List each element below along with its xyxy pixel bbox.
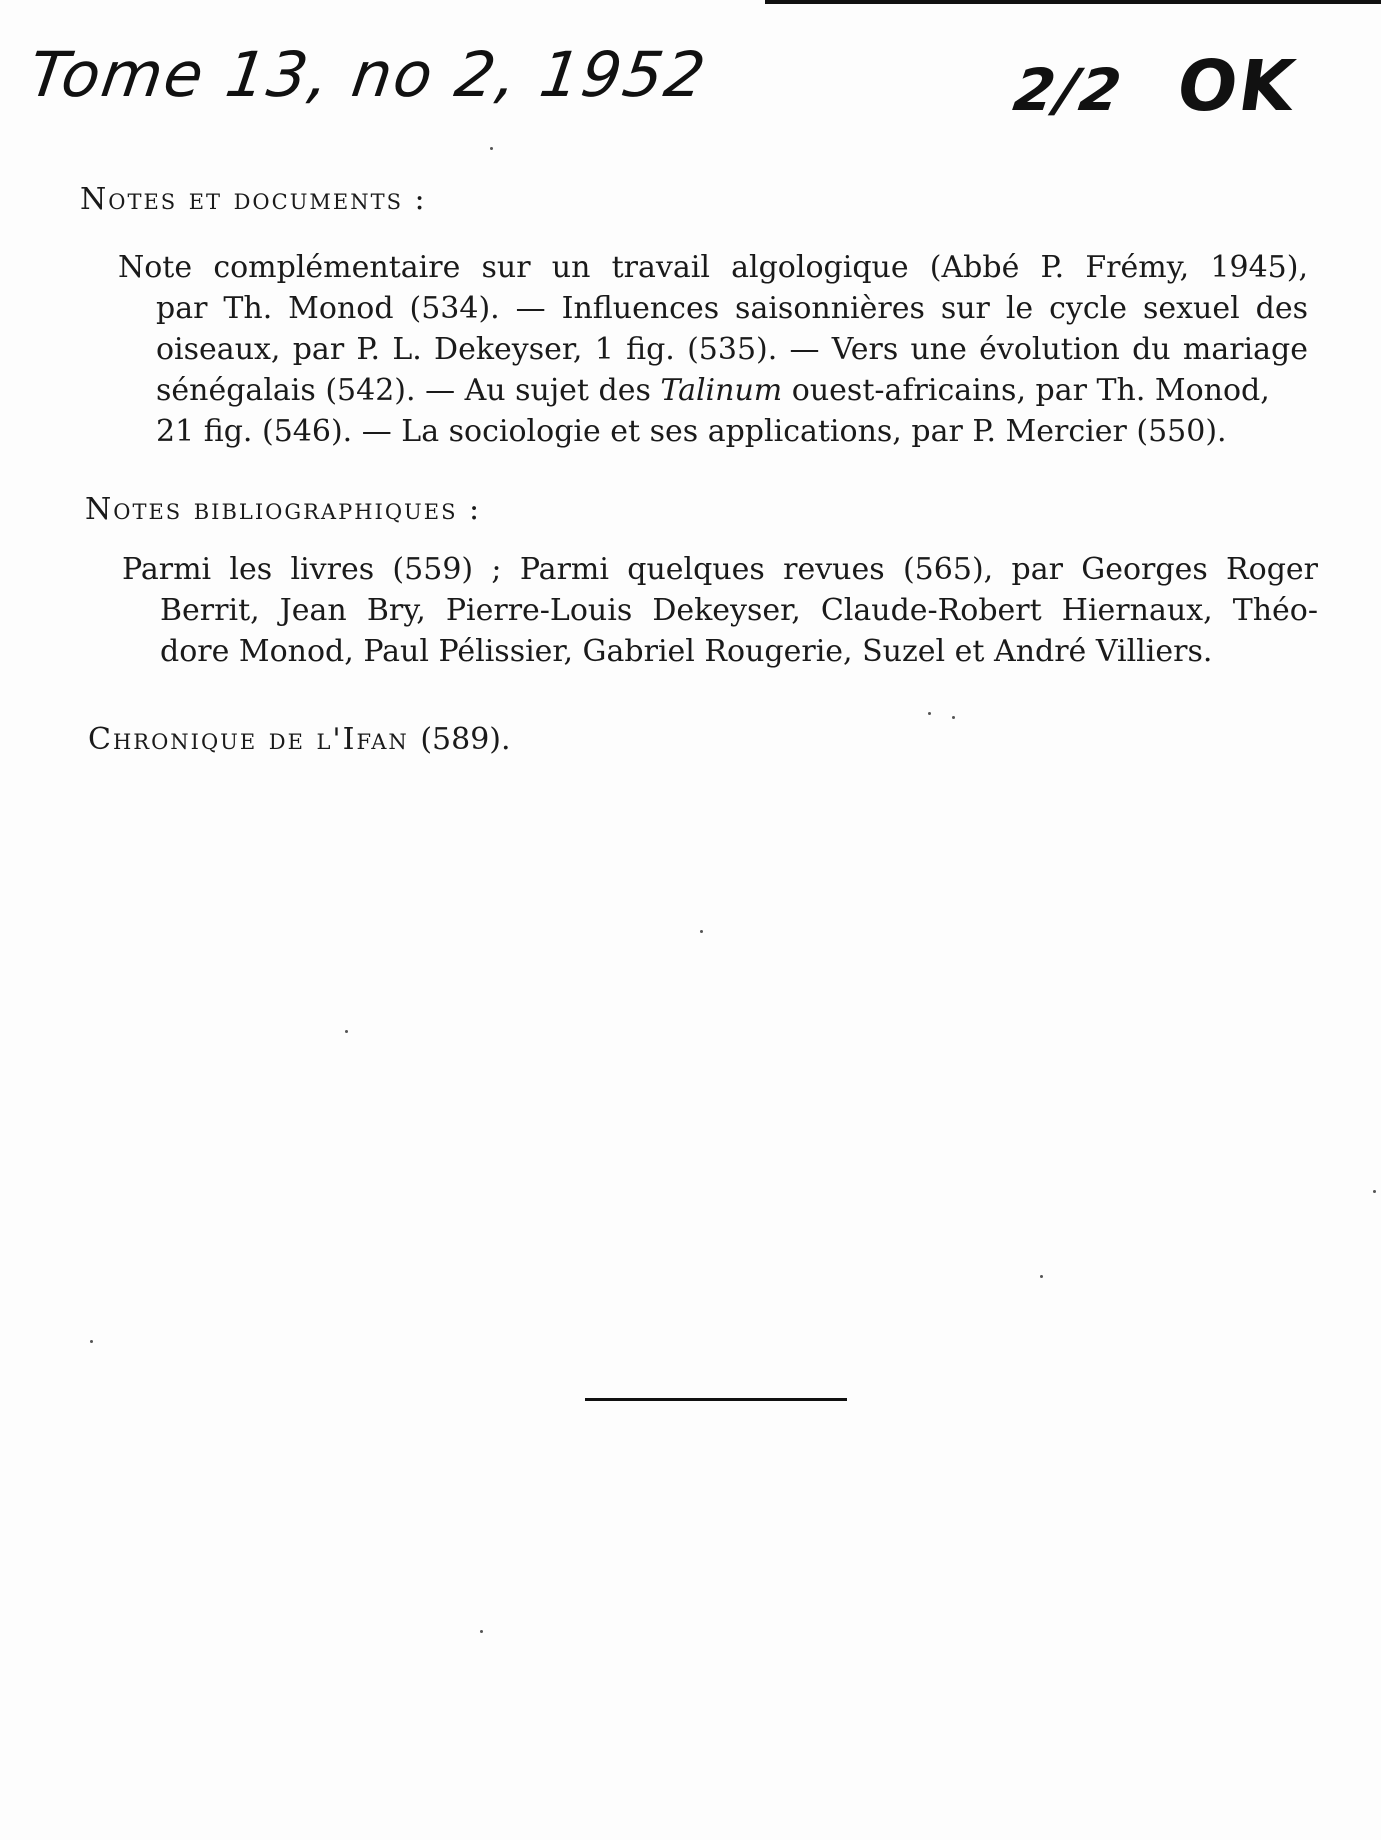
scan-speck bbox=[345, 1030, 348, 1033]
section-title-chronique: Chronique de l'Ifan bbox=[88, 722, 409, 757]
section-chronique bbox=[88, 722, 511, 757]
entry-line: par Th. Monod (534). — Influences saisonnières sur le cycle sexuel des bbox=[156, 291, 1308, 326]
handwritten-status-note bbox=[1009, 45, 1301, 127]
chronique-page-ref: (589). bbox=[420, 722, 511, 757]
entry-text: sénégalais (542). — Au sujet des bbox=[156, 373, 651, 408]
entry-line: Parmi les livres (559) ; Parmi quelques revues (565), par Georges Roger bbox=[122, 552, 1318, 587]
handwritten-ok-mark: OK bbox=[1172, 45, 1302, 127]
scan-speck bbox=[490, 147, 493, 150]
scan-speck bbox=[90, 1340, 93, 1343]
scan-speck bbox=[952, 716, 955, 719]
top-edge-rule bbox=[765, 0, 1381, 4]
handwritten-volume-note: Tome 13, no 2, 1952 bbox=[24, 38, 712, 111]
entry-line: dore Monod, Paul Pélissier, Gabriel Rougerie, Suzel et André Villiers. bbox=[160, 634, 1213, 669]
section-title-notes-bibliographiques: Notes bibliographiques : bbox=[85, 492, 482, 527]
scan-speck bbox=[480, 1630, 483, 1633]
taxon-name: Talinum bbox=[660, 373, 783, 408]
scan-speck bbox=[928, 712, 931, 715]
entry-line: Berrit, Jean Bry, Pierre-Louis Dekeyser, Claude-Robert Hiernaux, Théo- bbox=[160, 593, 1318, 628]
entry-line: Note complémentaire sur un travail algologique (Abbé P. Frémy, 1945), bbox=[118, 250, 1308, 285]
scan-speck bbox=[700, 930, 703, 933]
scan-speck bbox=[1373, 1190, 1376, 1193]
closing-rule bbox=[585, 1398, 847, 1401]
entry-text: ouest-africains, par Th. Monod, bbox=[791, 373, 1270, 408]
scan-speck bbox=[1040, 1275, 1043, 1278]
entry-notes-bibliographiques bbox=[122, 549, 1318, 672]
entry-line: oiseaux, par P. L. Dekeyser, 1 fig. (535). — Vers une évolution du mariage bbox=[156, 332, 1308, 367]
section-title-notes-documents: Notes et documents : bbox=[80, 182, 427, 217]
entry-line-with-italic bbox=[118, 370, 1308, 411]
handwritten-fraction: 2/2 bbox=[1009, 56, 1128, 124]
entry-line: 21 fig. (546). — La sociologie et ses applications, par P. Mercier (550). bbox=[156, 414, 1227, 449]
entry-notes-documents bbox=[118, 247, 1308, 452]
